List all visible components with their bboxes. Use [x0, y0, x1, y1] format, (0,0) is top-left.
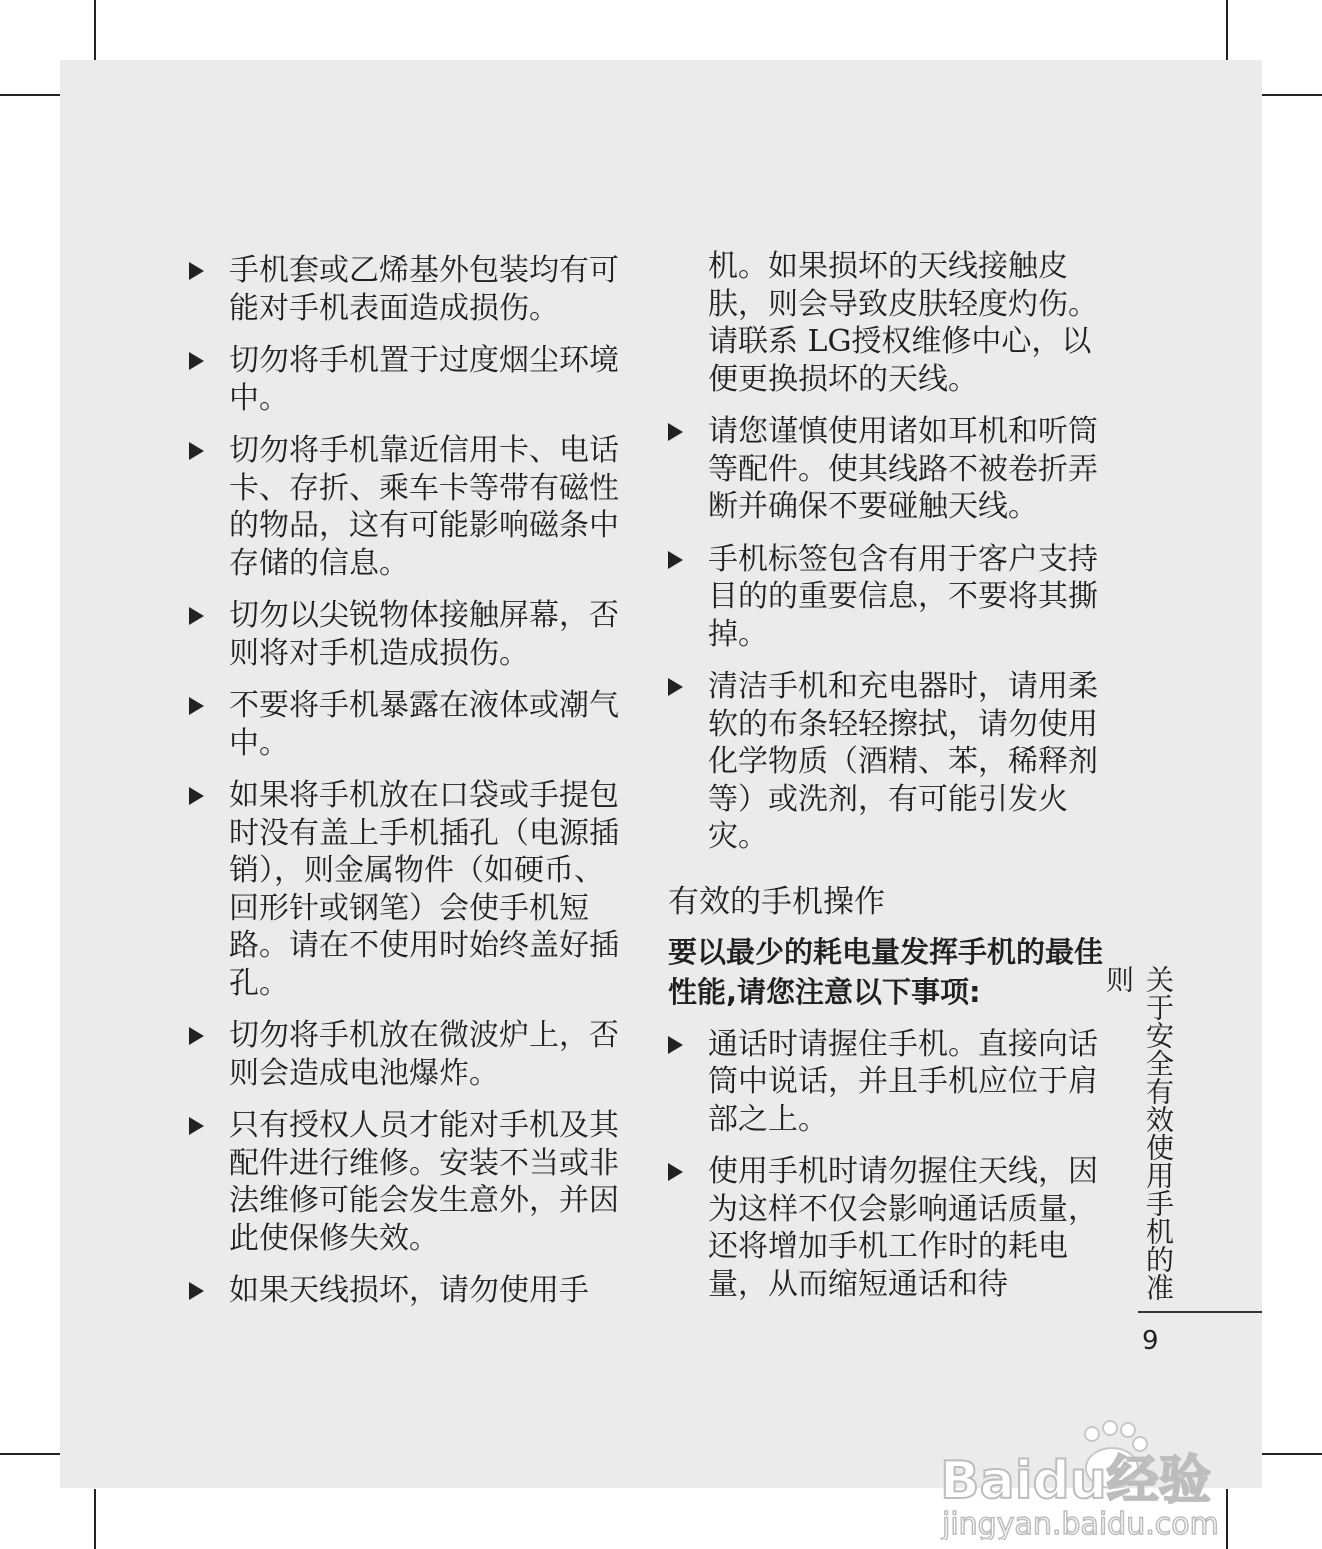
triangle-bullet-icon [189, 262, 204, 280]
watermark-url: jingyan.baidu.com [942, 1507, 1219, 1540]
triangle-bullet-icon [668, 1036, 683, 1054]
list-item: 切勿以尖锐物体接触屏幕，否则将对手机造成损伤。 [189, 597, 619, 672]
section-heading: 有效的手机操作 [668, 883, 885, 920]
page-number: 9 [1142, 1326, 1159, 1356]
manual-page [60, 60, 1262, 1540]
triangle-bullet-icon [189, 1282, 204, 1300]
list-item: 切勿将手机置于过度烟尘环境中。 [189, 342, 619, 417]
triangle-bullet-icon [189, 442, 204, 460]
list-item: 手机套或乙烯基外包装均有可能对手机表面造成损伤。 [189, 252, 619, 327]
list-item: 手机标签包含有用于客户支持目的的重要信息，不要将其撕掉。 [668, 541, 1108, 654]
triangle-bullet-icon [189, 787, 204, 805]
triangle-bullet-icon [189, 352, 204, 370]
continued-text: 机。如果损坏的天线接触皮肤，则会导致皮肤轻度灼伤。请联系 LG授权维修中心，以便更换损坏的天线。 [708, 249, 1098, 397]
list-item: 使用手机时请勿握住天线，因为这样不仅会影响通话质量，还将增加手机工作时的耗电量，从而缩短通话和待 [668, 1153, 1108, 1303]
crop-mark [0, 94, 60, 96]
triangle-bullet-icon [189, 697, 204, 715]
list-item: 只有授权人员才能对手机及其配件进行维修。安装不当或非法维修可能会发生意外，并因此使保修失效。 [189, 1107, 619, 1257]
baidu-watermark [940, 1420, 1260, 1540]
crop-mark [1262, 1453, 1322, 1455]
triangle-bullet-icon [189, 1117, 204, 1135]
divider [1138, 1311, 1262, 1313]
list-item: 切勿将手机放在微波炉上，否则会造成电池爆炸。 [189, 1017, 619, 1092]
crop-mark [0, 1453, 60, 1455]
side-chapter-title: 关于安全有效使用手机的准则 [1102, 965, 1175, 1301]
section-subheading: 要以最少的耗电量发挥手机的最佳性能,请您注意以下事项: [668, 934, 1104, 1009]
crop-mark [1262, 94, 1322, 96]
right-column [668, 248, 1108, 1318]
triangle-bullet-icon [189, 1027, 204, 1045]
triangle-bullet-icon [668, 551, 683, 569]
triangle-bullet-icon [189, 607, 204, 625]
list-item: 通话时请握住手机。直接向话筒中说话，并且手机应位于肩部之上。 [668, 1026, 1108, 1139]
list-item: 请您谨慎使用诸如耳机和听筒等配件。使其线路不被卷折弄断并确保不要碰触天线。 [668, 413, 1108, 526]
list-item: 如果将手机放在口袋或手提包时没有盖上手机插孔（电源插销），则金属物件（如硬币、回形针或钢笔）会使手机短路。请在不使用时始终盖好插孔。 [189, 777, 619, 1002]
list-item: 切勿将手机靠近信用卡、电话卡、存折、乘车卡等带有磁性的物品，这有可能影响磁条中存储的信息。 [189, 432, 619, 582]
triangle-bullet-icon [668, 1163, 683, 1181]
triangle-bullet-icon [668, 423, 683, 441]
list-item: 清洁手机和充电器时，请用柔软的布条轻轻擦拭，请勿使用化学物质（酒精、苯，稀释剂等）或洗剂，有可能引发火灾。 [668, 668, 1108, 856]
left-column [189, 252, 619, 1325]
triangle-bullet-icon [668, 678, 683, 696]
list-item: 不要将手机暴露在液体或潮气中。 [189, 687, 619, 762]
watermark-brand: Baidu经验 [940, 1451, 1211, 1511]
crop-mark [94, 1489, 96, 1549]
list-item: 如果天线损坏，请勿使用手 [189, 1272, 619, 1310]
crop-mark [1226, 0, 1228, 60]
crop-mark [94, 0, 96, 60]
